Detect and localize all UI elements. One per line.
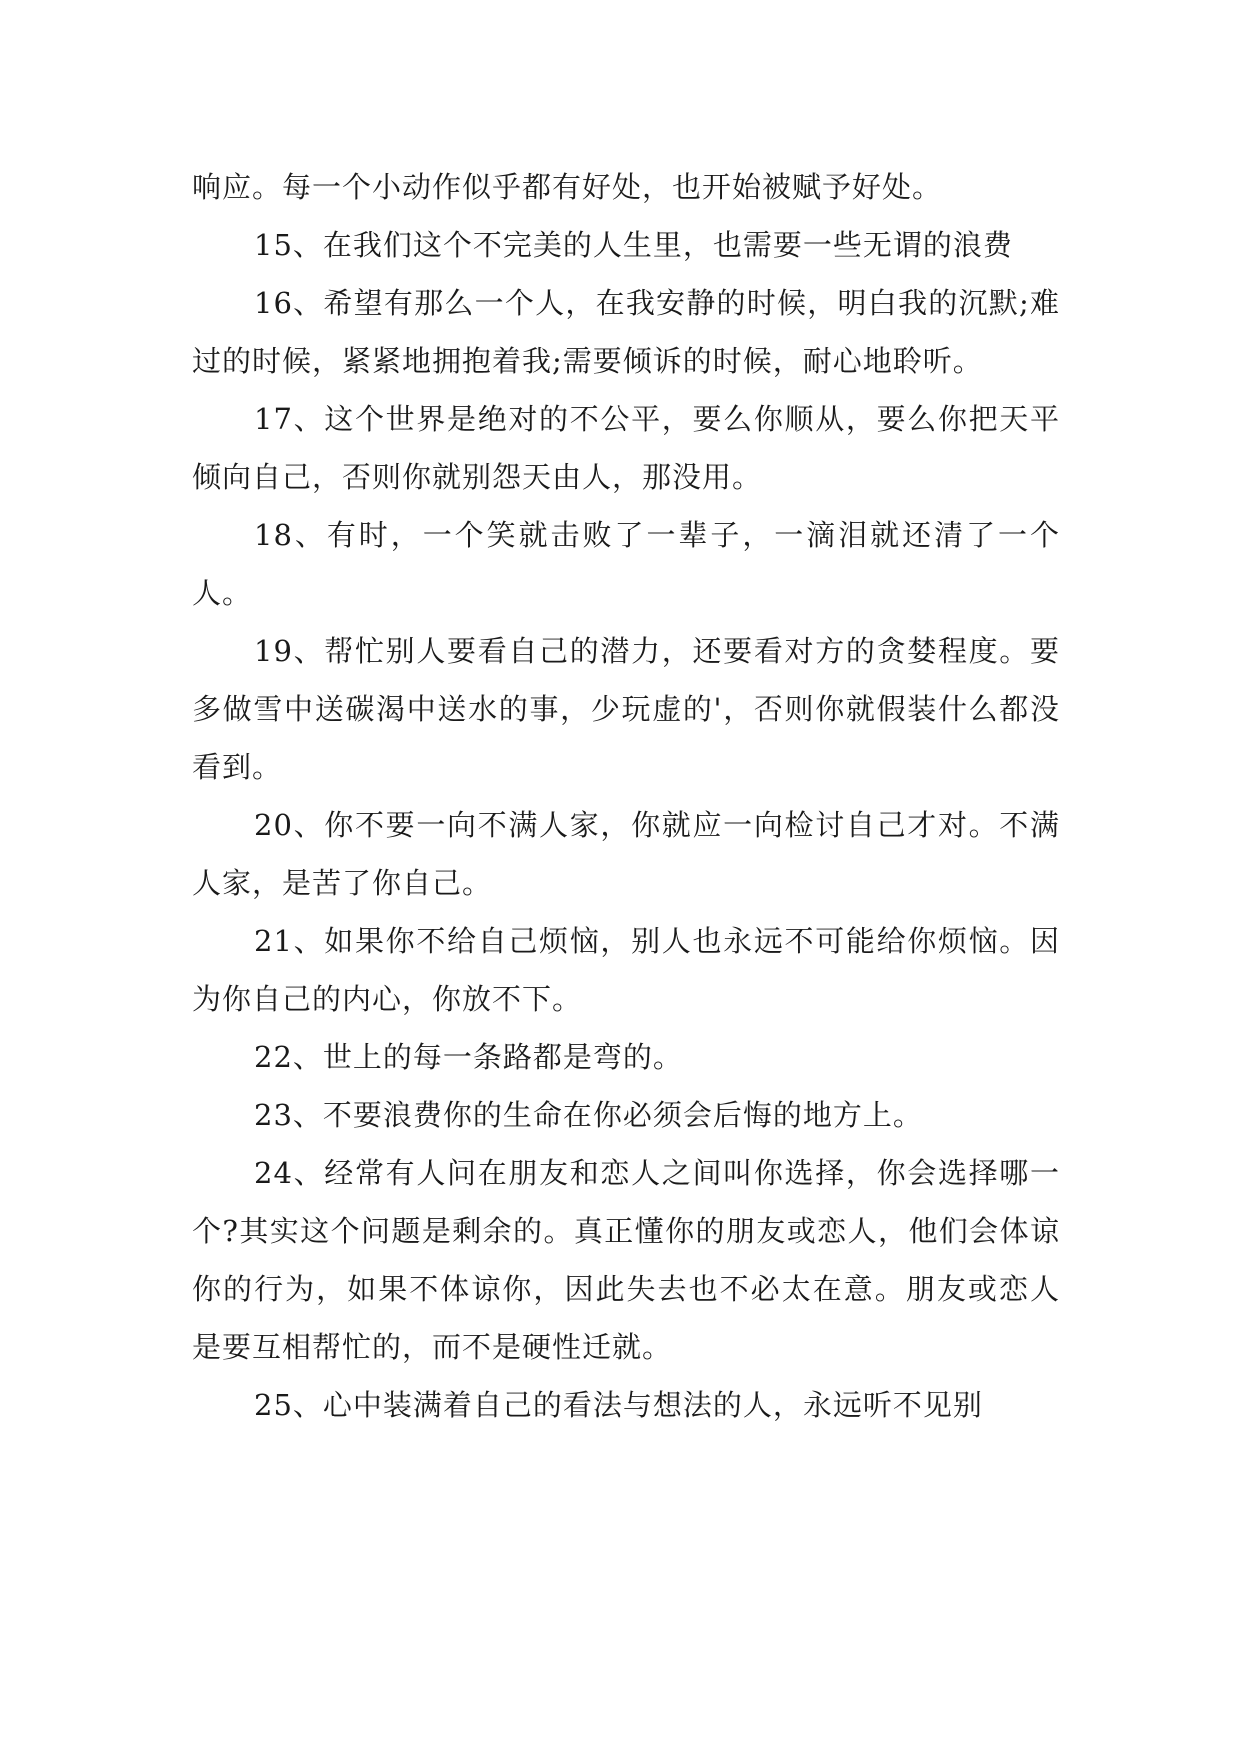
paragraph-item-19: 19、帮忙别人要看自己的潜力，还要看对方的贪婪程度。要多做雪中送碳渴中送水的事，少玩虚的'，否则你就假装什么都没看到。 [192, 634, 1060, 784]
paragraph-item-25: 25、心中装满着自己的看法与想法的人，永远听不见别 [254, 1388, 983, 1422]
paragraph-item-16: 16、希望有那么一个人，在我安静的时候，明白我的沉默;难过的时候，紧紧地拥抱着我;需要倾诉的时候，耐心地聆听。 [192, 286, 1060, 378]
document-body [192, 158, 1060, 1434]
paragraph-item-22: 22、世上的每一条路都是弯的。 [254, 1040, 683, 1074]
paragraph-item-24: 24、经常有人问在朋友和恋人之间叫你选择，你会选择哪一个?其实这个问题是剩余的。真正懂你的朋友或恋人，他们会体谅你的行为，如果不体谅你，因此失去也不必太在意。朋友或恋人是要互相帮忙的，而不是硬性迁就。 [192, 1156, 1060, 1364]
paragraph-item-21: 21、如果你不给自己烦恼，别人也永远不可能给你烦恼。因为你自己的内心，你放不下。 [192, 924, 1060, 1016]
paragraph-item-20: 20、你不要一向不满人家，你就应一向检讨自己才对。不满人家，是苦了你自己。 [192, 808, 1060, 900]
paragraph-item-18: 18、有时，一个笑就击败了一辈子，一滴泪就还清了一个人。 [192, 518, 1060, 610]
paragraph-item-17: 17、这个世界是绝对的不公平，要么你顺从，要么你把天平倾向自己，否则你就别怨天由人，那没用。 [192, 402, 1060, 494]
paragraph-item-23: 23、不要浪费你的生命在你必须会后悔的地方上。 [254, 1098, 923, 1132]
paragraph-continuation: 响应。每一个小动作似乎都有好处，也开始被赋予好处。 [192, 170, 943, 204]
paragraph-item-15: 15、在我们这个不完美的人生里，也需要一些无谓的浪费 [254, 228, 1013, 262]
